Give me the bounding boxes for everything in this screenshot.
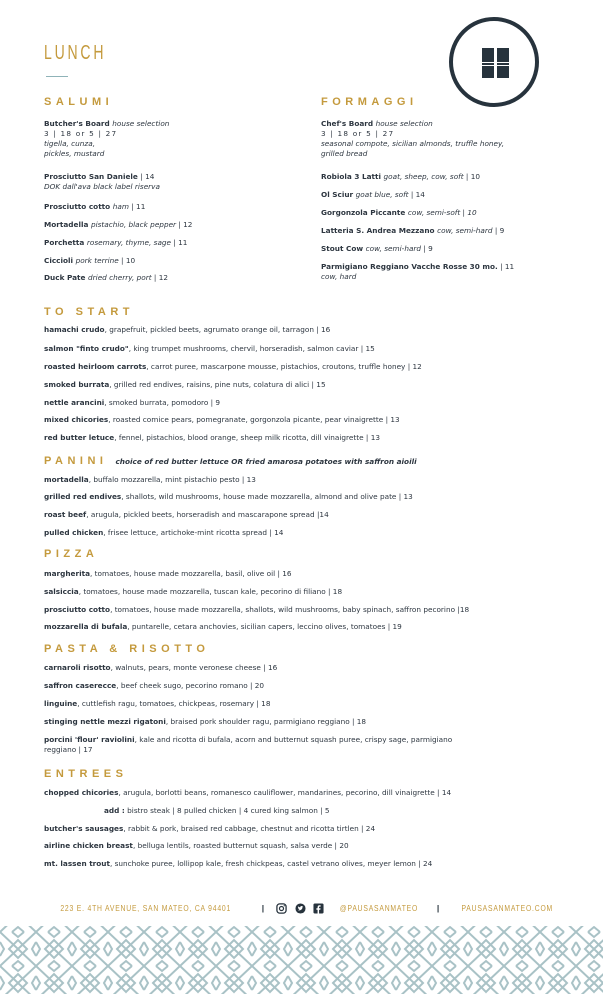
- item-description: cow, hard: [321, 272, 357, 281]
- item-description: dried cherry, port: [88, 273, 152, 282]
- item-description: , puntarelle, cetara anchovies, sicilian capers, leccino olives, tomatoes | 19: [127, 622, 402, 631]
- item-description: , tomatoes, house made mozzarella, shallots, wild mushrooms, baby spinach, saffron pecorino |18: [110, 605, 470, 614]
- item-price: | 14: [408, 190, 425, 199]
- logo-block-left: [482, 48, 494, 78]
- entrees-menu-item: [44, 824, 375, 834]
- pizza-menu-item: [44, 605, 469, 615]
- footer-address: 223 E. 4TH AVENUE, SAN MATEO, CA 94401: [60, 903, 231, 913]
- item-name: roasted heirloom carrots: [44, 362, 147, 371]
- formaggi-item-line: [321, 226, 504, 236]
- to_start-menu-item: [44, 398, 220, 408]
- item-description: , beef cheek sugo, pecorino romano | 20: [116, 681, 265, 690]
- item-description: , carrot puree, mascarpone mousse, pistachios, croutons, truffle honey | 12: [146, 362, 422, 371]
- item-description: cow, semi-hard: [365, 244, 422, 253]
- item-name: linguine: [44, 699, 78, 708]
- item-description: , shallots, wild mushrooms, house made mozzarella, almond and olive pate | 13: [121, 492, 413, 501]
- item-description: DOK dall'ava black label riserva: [44, 182, 160, 191]
- item-description: , fennel, pistachios, blood orange, sheep milk ricotta, dill vinaigrette | 13: [114, 433, 380, 442]
- item-name: roast beef: [44, 510, 87, 519]
- salumi-item: [44, 119, 169, 159]
- entrees-menu-item: [44, 841, 349, 851]
- panini-menu-item: [44, 510, 329, 520]
- item-name: grilled red endives: [44, 492, 122, 501]
- to_start-menu-item: [44, 325, 330, 335]
- salumi-item-line: [44, 149, 169, 159]
- item-description: house selection: [375, 119, 433, 128]
- item-name: airline chicken breast: [44, 841, 133, 850]
- item-description: tigella, cunza,: [44, 139, 96, 148]
- pizza-menu-item: [44, 569, 292, 579]
- to_start-menu-item: [44, 380, 326, 390]
- pasta-menu-item: [44, 717, 366, 727]
- item-name: chopped chicories: [44, 788, 119, 797]
- formaggi-item-line: [321, 149, 504, 159]
- item-description: grilled bread: [321, 149, 368, 158]
- item-price: | 10: [118, 256, 136, 265]
- footer-website[interactable]: PAUSASANMATEO.COM: [461, 903, 553, 913]
- item-price: | 14: [140, 172, 155, 181]
- panini-side-note: choice of red butter lettuce OR fried amarosa potatoes with saffron aioili: [115, 457, 417, 466]
- item-description: cow, semi-hard: [437, 226, 493, 235]
- item-description: , arugula, borlotti beans, romanesco cauliflower, mandarines, pecorino, dill vinaigrette | 14: [118, 788, 452, 797]
- item-name: Prosciutto San Daniele: [44, 172, 141, 181]
- pausa-logo: [449, 17, 539, 107]
- item-description: , sunchoke puree, lollipop kale, fresh chickpeas, castel vetrano olives, meyer lemon | 24: [109, 859, 433, 868]
- item-name: saffron caserecce: [44, 681, 117, 690]
- item-name: add :: [104, 806, 125, 815]
- item-price: | 12: [176, 220, 193, 229]
- item-name: nettle arancini: [44, 398, 105, 407]
- formaggi-item: [321, 244, 433, 254]
- formaggi-item-line: [321, 139, 504, 149]
- formaggi-item: [321, 119, 504, 159]
- item-name: Ol Sciur: [321, 190, 356, 199]
- salumi-item-line: [44, 182, 160, 192]
- salumi-item-line: [44, 273, 168, 283]
- item-name: Mortadella: [44, 220, 91, 229]
- section-to-start-heading: TO START: [44, 306, 134, 318]
- item-description: pistachio, black pepper: [90, 220, 177, 229]
- to_start-menu-item: [44, 362, 422, 372]
- item-price: | 9: [492, 226, 505, 235]
- instagram-icon[interactable]: [276, 903, 287, 914]
- item-name: mt. lassen trout: [44, 859, 110, 868]
- salumi-item-line: [44, 256, 135, 266]
- item-description: , walnuts, pears, monte veronese cheese | 16: [110, 663, 278, 672]
- item-name: carnaroli risotto: [44, 663, 111, 672]
- item-description: , kale and ricotta di bufala, acorn and butternut squash puree, crispy sage, parmigiano reggiano | 17: [44, 735, 453, 754]
- decorative-lattice-pattern: [0, 926, 603, 994]
- salumi-item: [44, 202, 145, 212]
- item-description: pork terrine: [75, 256, 119, 265]
- footer-contact: [0, 903, 603, 914]
- entrees-menu-item: [44, 859, 432, 869]
- salumi-item-line: [44, 139, 169, 149]
- item-name: prosciutto cotto: [44, 605, 111, 614]
- facebook-icon[interactable]: [313, 903, 324, 914]
- formaggi-item-line: [321, 119, 504, 129]
- panini-menu-item: [44, 528, 283, 538]
- item-name: mixed chicories: [44, 415, 109, 424]
- item-description: goat, sheep, cow, soft: [383, 172, 464, 181]
- to_start-menu-item: [44, 344, 375, 354]
- formaggi-item-line: [321, 262, 514, 272]
- item-price: 3 | 18 or 5 | 27: [321, 129, 395, 138]
- section-pizza-heading: PIZZA: [44, 548, 99, 560]
- item-price: | 11: [128, 202, 146, 211]
- pasta-menu-item: [44, 735, 464, 755]
- formaggi-item-line: [321, 190, 425, 200]
- item-price: | 12: [151, 273, 168, 282]
- item-description: , grapefruit, pickled beets, agrumato orange oil, tarragon | 16: [104, 325, 331, 334]
- salumi-item: [44, 220, 192, 230]
- item-name: mozzarella di bufala: [44, 622, 128, 631]
- section-pasta-heading: PASTA & RISOTTO: [44, 643, 210, 655]
- item-name: Latteria S. Andrea Mezzano: [321, 226, 438, 235]
- logo-stripe: [482, 62, 509, 63]
- panini-menu-item: [44, 492, 413, 502]
- item-description: , smoked burrata, pomodoro | 9: [104, 398, 221, 407]
- item-description: bistro steak | 8 pulled chicken | 4 cured king salmon | 5: [124, 806, 330, 815]
- pasta-menu-item: [44, 681, 264, 691]
- formaggi-item: [321, 226, 504, 236]
- item-description: , frisee lettuce, artichoke-mint ricotta spread | 14: [103, 528, 284, 537]
- item-description: , king trumpet mushrooms, chervil, horseradish, salmon caviar | 15: [128, 344, 375, 353]
- item-name: hamachi crudo: [44, 325, 105, 334]
- item-price: | 11: [171, 238, 188, 247]
- item-name: Stout Cow: [321, 244, 366, 253]
- formaggi-item-line: [321, 129, 504, 139]
- footer-separator: |: [261, 903, 266, 913]
- salumi-item-line: [44, 129, 169, 139]
- section-formaggi-heading: FORMAGGI: [321, 96, 418, 108]
- salumi-item-line: [44, 220, 192, 230]
- formaggi-item: [321, 190, 425, 200]
- salumi-item: [44, 172, 160, 192]
- item-description: , cuttlefish ragu, tomatoes, chickpeas, rosemary | 18: [77, 699, 271, 708]
- footer-separator: |: [436, 903, 441, 913]
- pizza-menu-item: [44, 622, 402, 632]
- item-name: mortadella: [44, 475, 89, 484]
- formaggi-item: [321, 208, 477, 218]
- salumi-item-line: [44, 202, 145, 212]
- section-panini-heading: [44, 455, 417, 467]
- item-name: Parmigiano Reggiano Vacche Rosse 30 mo.: [321, 262, 498, 271]
- item-description: rosemary, thyme, sage: [86, 238, 172, 247]
- item-price: | 10: [463, 172, 480, 181]
- item-name: porcini 'flour' raviolini: [44, 735, 135, 744]
- salumi-item-line: [44, 238, 187, 248]
- menu-title: LUNCH: [44, 42, 107, 64]
- section-salumi-heading: SALUMI: [44, 96, 114, 108]
- item-name: butcher's sausages: [44, 824, 124, 833]
- item-description: goat blue, soft: [355, 190, 409, 199]
- salumi-item: [44, 273, 168, 283]
- pasta-menu-item: [44, 663, 277, 673]
- item-name: stinging nettle mezzi rigatoni: [44, 717, 166, 726]
- item-description: , braised pork shoulder ragu, parmigiano reggiano | 18: [165, 717, 367, 726]
- item-price: 3 | 18 or 5 | 27: [44, 129, 118, 138]
- panini-heading-label: PANINI: [44, 455, 108, 467]
- item-name: pulled chicken: [44, 528, 104, 537]
- item-description: , arugula, pickled beets, horseradish and mascarapone spread |14: [86, 510, 329, 519]
- formaggi-item: [321, 172, 480, 182]
- item-description: , tomatoes, house made mozzarella, tuscan kale, pecorino di filiano | 18: [78, 587, 343, 596]
- item-name: margherita: [44, 569, 91, 578]
- logo-block-right: [497, 48, 509, 78]
- formaggi-item: [321, 262, 514, 282]
- item-name: Duck Pate: [44, 273, 89, 282]
- item-name: salsiccia: [44, 587, 79, 596]
- item-description: house selection: [112, 119, 170, 128]
- entrees-menu-item: [44, 788, 451, 798]
- entrees-menu-item: [104, 806, 330, 816]
- to_start-menu-item: [44, 415, 400, 425]
- formaggi-item-line: [321, 244, 433, 254]
- item-name: smoked burrata: [44, 380, 110, 389]
- twitter-icon[interactable]: [295, 903, 306, 914]
- item-name: Ciccioli: [44, 256, 76, 265]
- logo-stripe: [482, 65, 509, 66]
- salumi-item: [44, 238, 187, 248]
- item-description: , rabbit & pork, braised red cabbage, chestnut and ricotta tirtlen | 24: [123, 824, 376, 833]
- item-description: seasonal compote, sicilian almonds, truffle honey,: [321, 139, 505, 148]
- item-description: cow, semi-soft | 10: [407, 208, 477, 217]
- item-price: | 11: [497, 262, 515, 271]
- item-name: Porchetta: [44, 238, 87, 247]
- pasta-menu-item: [44, 699, 270, 709]
- item-name: Chef's Board: [321, 119, 376, 128]
- item-name: Gorgonzola Piccante: [321, 208, 408, 217]
- section-entrees-heading: ENTREES: [44, 768, 128, 780]
- formaggi-item-line: [321, 208, 477, 218]
- salumi-item-line: [44, 119, 169, 129]
- item-price: | 9: [421, 244, 433, 253]
- item-description: , tomatoes, house made mozzarella, basil, olive oil | 16: [90, 569, 292, 578]
- item-description: pickles, mustard: [44, 149, 105, 158]
- item-description: , buffalo mozzarella, mint pistachio pesto | 13: [88, 475, 256, 484]
- panini-menu-item: [44, 475, 256, 485]
- item-name: red butter letuce: [44, 433, 115, 442]
- item-name: Prosciutto cotto: [44, 202, 113, 211]
- item-description: ham: [112, 202, 129, 211]
- item-name: Butcher's Board: [44, 119, 113, 128]
- pizza-menu-item: [44, 587, 342, 597]
- item-description: , roasted comice pears, pomegranate, gorgonzola picante, pear vinaigrette | 13: [108, 415, 400, 424]
- item-description: , belluga lentils, roasted butternut squash, salsa verde | 20: [132, 841, 349, 850]
- item-name: salmon "finto crudo": [44, 344, 129, 353]
- footer-handle[interactable]: @PAUSASANMATEO: [339, 903, 418, 913]
- formaggi-item-line: [321, 272, 514, 282]
- formaggi-item-line: [321, 172, 480, 182]
- to_start-menu-item: [44, 433, 380, 443]
- item-name: Robiola 3 Latti: [321, 172, 384, 181]
- salumi-item: [44, 256, 135, 266]
- title-divider: [46, 76, 68, 77]
- item-description: , grilled red endives, raisins, pine nuts, colatura di alici | 15: [109, 380, 326, 389]
- salumi-item-line: [44, 172, 160, 182]
